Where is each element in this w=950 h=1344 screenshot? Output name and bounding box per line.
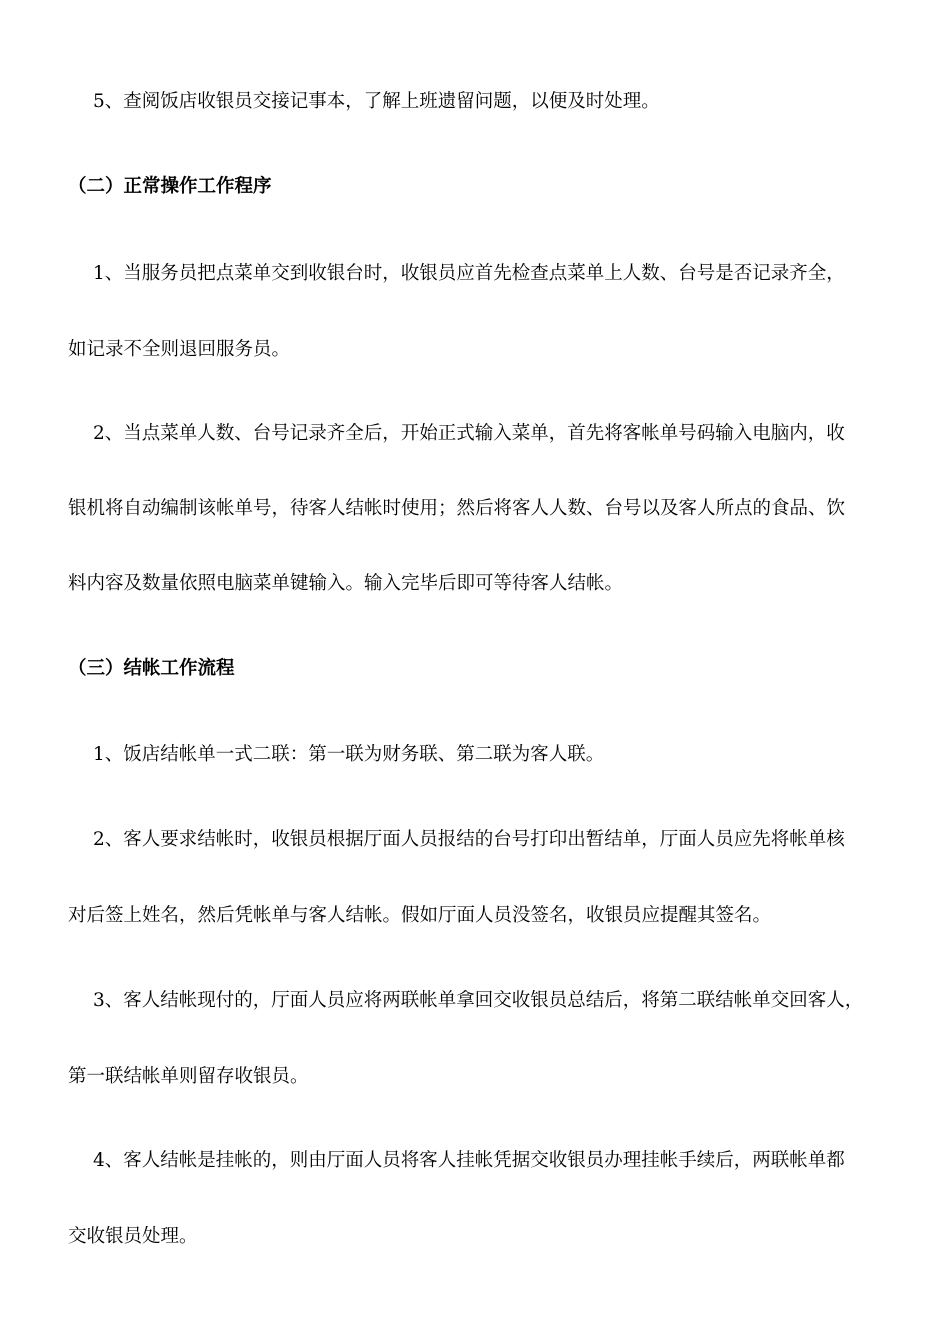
section2-item-2-line2: 银机将自动编制该帐单号，待客人结帐时使用；然后将客人人数、台号以及客人所点的食品、饮 xyxy=(68,498,846,519)
section3-item-2-line1: 2、客人要求结帐时，收银员根据厅面人员报结的台号打印出暂结单，厅面人员应先将帐单核 xyxy=(93,829,845,850)
section3-item-1-line1: 1、饭店结帐单一式二联：第一联为财务联、第二联为客人联。 xyxy=(93,744,605,765)
section3-item-3-line1: 3、客人结帐现付的，厅面人员应将两联帐单拿回交收银员总结后，将第二联结帐单交回客人， xyxy=(93,990,864,1011)
section2-item-2-line1: 2、当点菜单人数、台号记录齐全后，开始正式输入菜单，首先将客帐单号码输入电脑内，收 xyxy=(93,423,845,444)
section2-item-2-line3: 料内容及数量依照电脑菜单键输入。输入完毕后即可等待客人结帐。 xyxy=(68,573,624,594)
section2-item-1-line1: 1、当服务员把点菜单交到收银台时，收银员应首先检查点菜单上人数、台号是否记录齐全， xyxy=(93,263,845,284)
section-heading-3: （三）结帐工作流程 xyxy=(68,658,235,679)
section3-item-3-line2: 第一联结帐单则留存收银员。 xyxy=(68,1066,309,1087)
section3-item-2-line2: 对后签上姓名，然后凭帐单与客人结帐。假如厅面人员没签名，收银员应提醒其签名。 xyxy=(68,905,772,926)
paragraph-item-5: 5、查阅饭店收银员交接记事本，了解上班遗留问题，以便及时处理。 xyxy=(93,91,660,112)
section-heading-2: （二）正常操作工作程序 xyxy=(68,176,272,197)
section3-item-4-line1: 4、客人结帐是挂帐的，则由厅面人员将客人挂帐凭据交收银员办理挂帐手续后，两联帐单都 xyxy=(93,1150,845,1171)
section3-item-4-line2: 交收银员处理。 xyxy=(68,1226,198,1247)
section2-item-1-line2: 如记录不全则退回服务员。 xyxy=(68,339,291,360)
